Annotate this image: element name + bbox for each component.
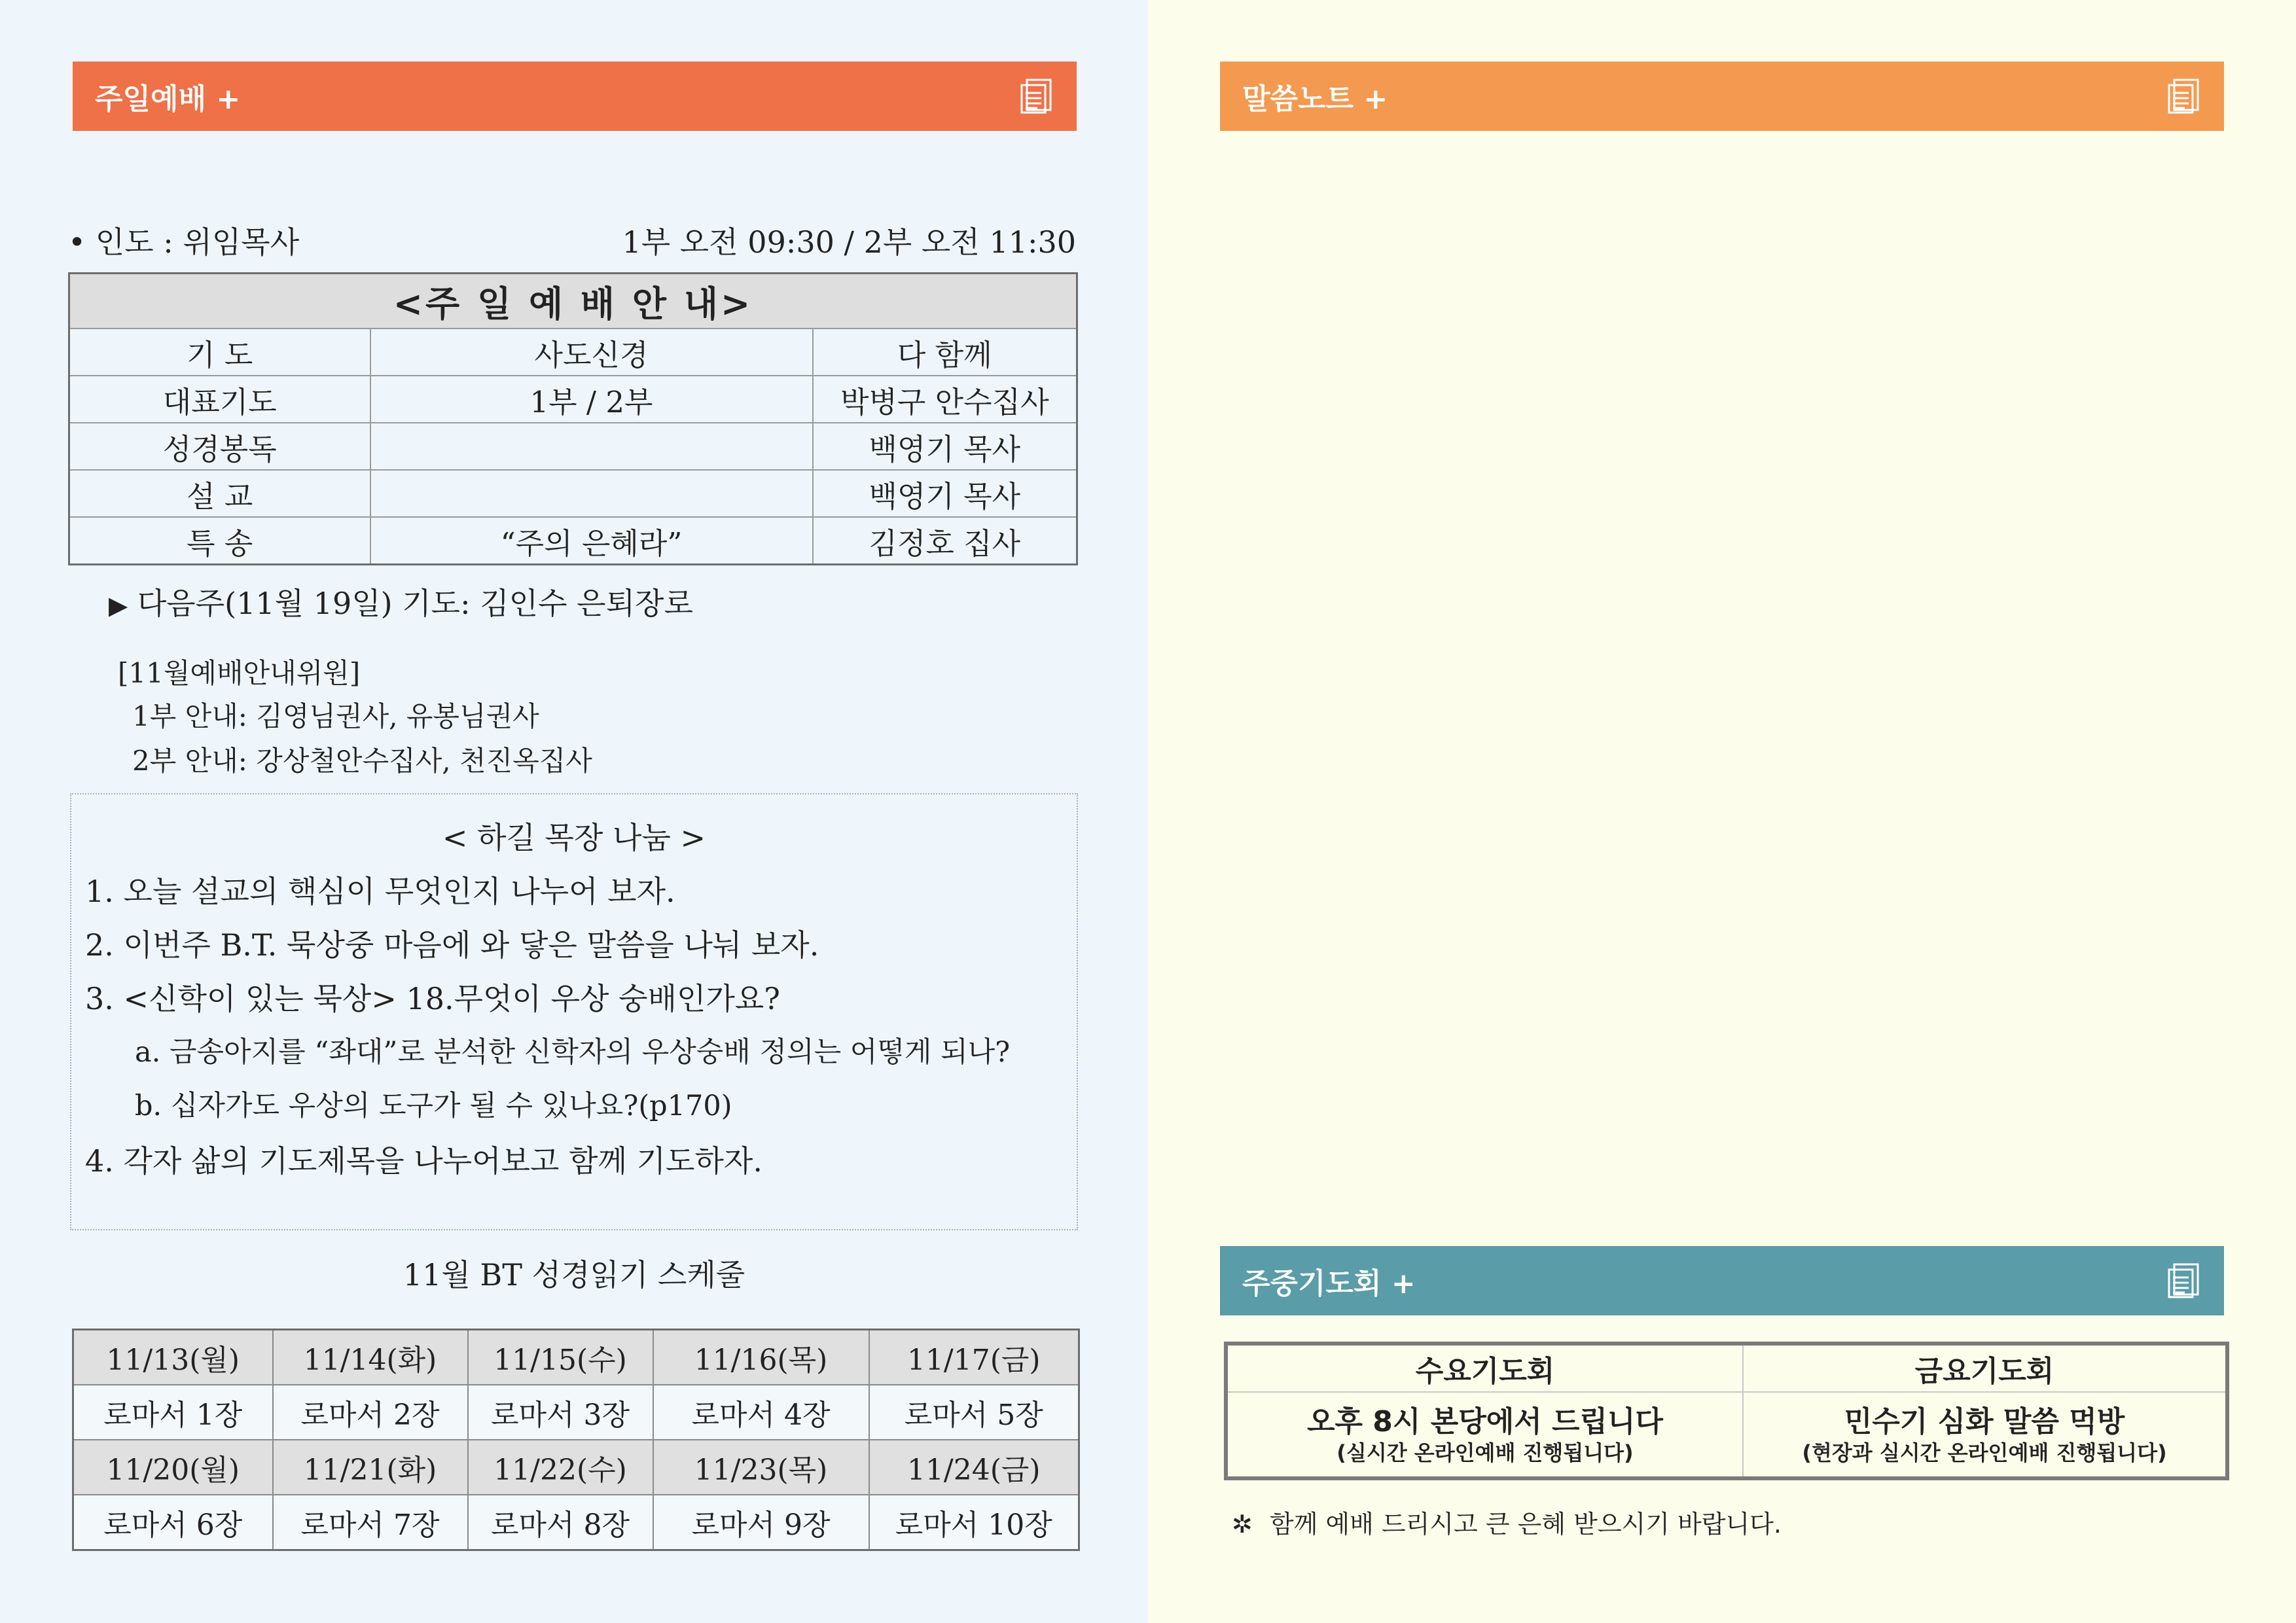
ushers-title: [11월예배안내위원] [118,657,361,689]
bullet: • [68,224,86,260]
prayer-meeting-table [1224,1342,2229,1480]
schedule-title: 11월 BT 성경읽기 스케줄 [403,1257,745,1293]
document-icon [2166,1262,2200,1300]
worship-leader-text: 인도 : 위임목사 [95,224,300,260]
table-row: 로마서 1장 로마서 2장 로마서 3장 로마서 4장 로마서 5장 [73,1385,1079,1440]
sharing-question-3a: a. 금송아지를 “좌대”로 분석한 신학자의 우상숭배 정의는 어떻게 되나? [135,1036,1011,1069]
footnote-text: 함께 예배 드리시고 큰 은혜 받으시기 바랍니다. [1269,1510,1782,1539]
sharing-question-3b: b. 십자가도 우상의 도구가 될 수 있나요?(p170) [135,1090,732,1122]
next-week-prayer-text: 다음주(11월 19일) 기도: 김인수 은퇴장로 [137,586,693,621]
table-row: 11/20(월) 11/21(화) 11/22(수) 11/23(목) 11/24(금) [73,1440,1079,1495]
table-row: 특 송 “주의 은혜라” 김정호 집사 [69,517,1077,565]
next-week-prayer [109,580,693,623]
table-row: 설 교 백영기 목사 [69,470,1077,517]
table-row: 대표기도 1부 / 2부 박병구 안수집사 [69,376,1077,423]
table-row: 성경봉독 백영기 목사 [69,423,1077,470]
service-table-title: <주 일 예 배 안 내> [69,274,1077,329]
wednesday-prayer-title: 수요기도회 [1226,1344,1743,1392]
sunday-service-title: 주일예배 + [95,82,241,116]
footnote [1232,1504,1782,1540]
table-row: 11/13(월) 11/14(화) 11/15(수) 11/16(목) 11/17(금) [73,1330,1079,1385]
table-row: 로마서 6장 로마서 7장 로마서 8장 로마서 9장 로마서 10장 [73,1495,1079,1550]
ushers-line-2: 2부 안내: 강상철안수집사, 천진옥집사 [132,745,592,777]
weekday-prayer-header [1220,1246,2224,1315]
friday-prayer-details: 민수기 심화 말씀 먹방 (현장과 실시간 온라인예배 진행됩니다) [1743,1392,2227,1478]
asterisk-icon: ✲ [1232,1510,1253,1539]
table-row: 기 도 사도신경 다 함께 [69,329,1077,376]
sharing-title: < 하길 목장 나눔 > [442,820,706,855]
sermon-notes-header [1220,62,2224,131]
weekday-prayer-title: 주중기도회 + [1242,1267,1416,1300]
right-page [1148,0,2296,1623]
sharing-question-4: 4. 각자 삶의 기도제목을 나누어보고 함께 기도하자. [85,1143,762,1179]
sharing-question-1: 1. 오늘 설교의 핵심이 무엇인지 나누어 보자. [85,874,675,909]
document-icon [2166,77,2200,115]
service-table [68,272,1078,565]
worship-leader [68,219,299,262]
sermon-notes-title: 말씀노트 + [1242,82,1388,116]
sharing-question-3: 3. <신학이 있는 묵상> 18.무엇이 우상 숭배인가요? [85,981,780,1016]
triangle-icon: ▶ [109,591,128,620]
service-times: 1부 오전 09:30 / 2부 오전 11:30 [622,224,1076,260]
ushers-line-1: 1부 안내: 김영님권사, 유봉님권사 [132,700,539,732]
friday-prayer-title: 금요기도회 [1743,1344,2227,1392]
reading-schedule-table [72,1329,1080,1551]
sunday-service-header [73,62,1077,131]
wednesday-prayer-details: 오후 8시 본당에서 드립니다 (실시간 온라인예배 진행됩니다) [1226,1392,1743,1478]
table-row [1226,1392,2227,1478]
document-icon [1019,77,1053,115]
sharing-question-2: 2. 이번주 B.T. 묵상중 마음에 와 닿은 말씀을 나눠 보자. [85,927,819,963]
table-row [1226,1344,2227,1392]
